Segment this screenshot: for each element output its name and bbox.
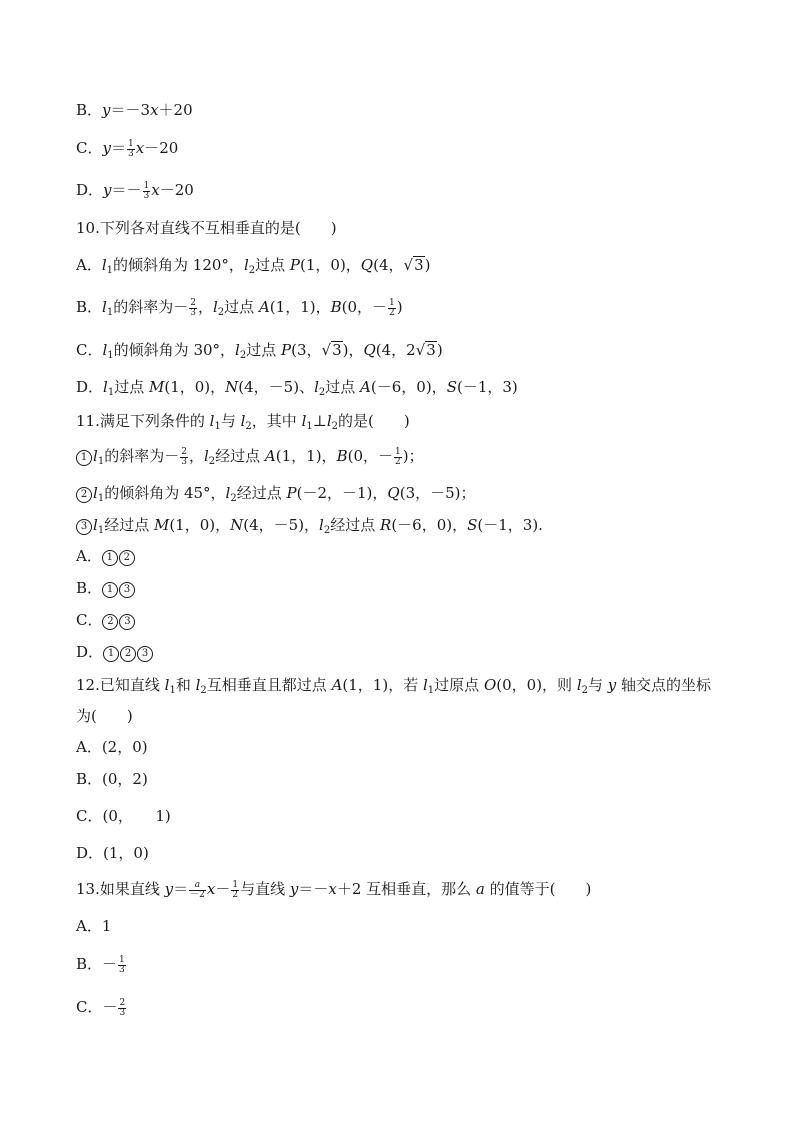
question-11: 11.满足下列条件的 $l_1$与 $l_2$，其中 $l_1\perp l_2$的是( ) <box>76 412 410 432</box>
condition-2: 2 $l_1$的倾斜角为 45°，$l_2$经过点 P(－2，－1)，Q(3，－5)； <box>76 483 476 509</box>
option-11c: C． 2 3 <box>76 610 136 630</box>
option-11a: A． 1 2 <box>76 546 136 566</box>
option-13c: C．－ $\frac{2}{3}$ <box>76 997 126 1018</box>
option-9c: C．y＝ $\frac{1}{3}$ x－20 <box>76 138 179 159</box>
option-10d: D．$l_1$过点 M(1，0)，N(4，－5)、$l_2$过点 A(－6，0)，S(－1，3) <box>76 378 518 398</box>
option-13a: A．1 <box>76 917 112 935</box>
option-11b: B． 1 3 <box>76 578 136 598</box>
option-10a: A．$l_1$的倾斜角为 120°，$l_2$过点 P(1，0)，Q(4，√3) <box>76 256 431 276</box>
condition-3: 3 $l_1$经过点 M(1，0)，N(4，－5)，$l_2$经过点 R(－6，0)，S(－1，3). <box>76 515 543 541</box>
condition-1: 1 $l_1$的斜率为－ $\frac{2}{3}$ ，$l_2$经过点 A(1，1)，B(0，－ $\frac{1}{2}$ )； <box>76 446 424 472</box>
option-10c: C．$l_1$的倾斜角为 30°，$l_2$过点 P(3，√3)，Q(4，2√3) <box>76 341 443 361</box>
option-11d: D． 1 2 3 <box>76 642 154 662</box>
option-10b: B．$l_1$的斜率为－ $\frac{2}{3}$ ，$l_2$过点 A(1，1)，B(0，－ $\frac{1}{2}$ ) <box>76 297 403 318</box>
option-12a: A．(2，0) <box>76 738 148 756</box>
option-9d: D．y＝－ $\frac{1}{3}$ x－20 <box>76 180 194 201</box>
question-12-cont: 为( ) <box>76 707 133 725</box>
option-9b: B．y＝－3x＋20 <box>76 101 193 119</box>
question-13: 13.如果直线 y＝ $\frac{a}{-2}$ x－ $\frac{1}{2}$ 与直线 y＝－x＋2 互相垂直，那么 a 的值等于( ) <box>76 879 592 900</box>
option-13b: B．－ $\frac{1}{3}$ <box>76 954 125 975</box>
option-12b: B．(0，2) <box>76 770 148 788</box>
option-12c: C．(0， 1) <box>76 807 171 825</box>
option-12d: D．(1，0) <box>76 844 149 862</box>
question-10: 10.下列各对直线不互相垂直的是( ) <box>76 219 337 237</box>
question-12: 12.已知直线 $l_1$和 $l_2$互相垂直且都过点 A(1，1)，若 $l_1$过原点 O(0，0)，则 $l_2$与 y 轴交点的坐标 <box>76 676 712 696</box>
